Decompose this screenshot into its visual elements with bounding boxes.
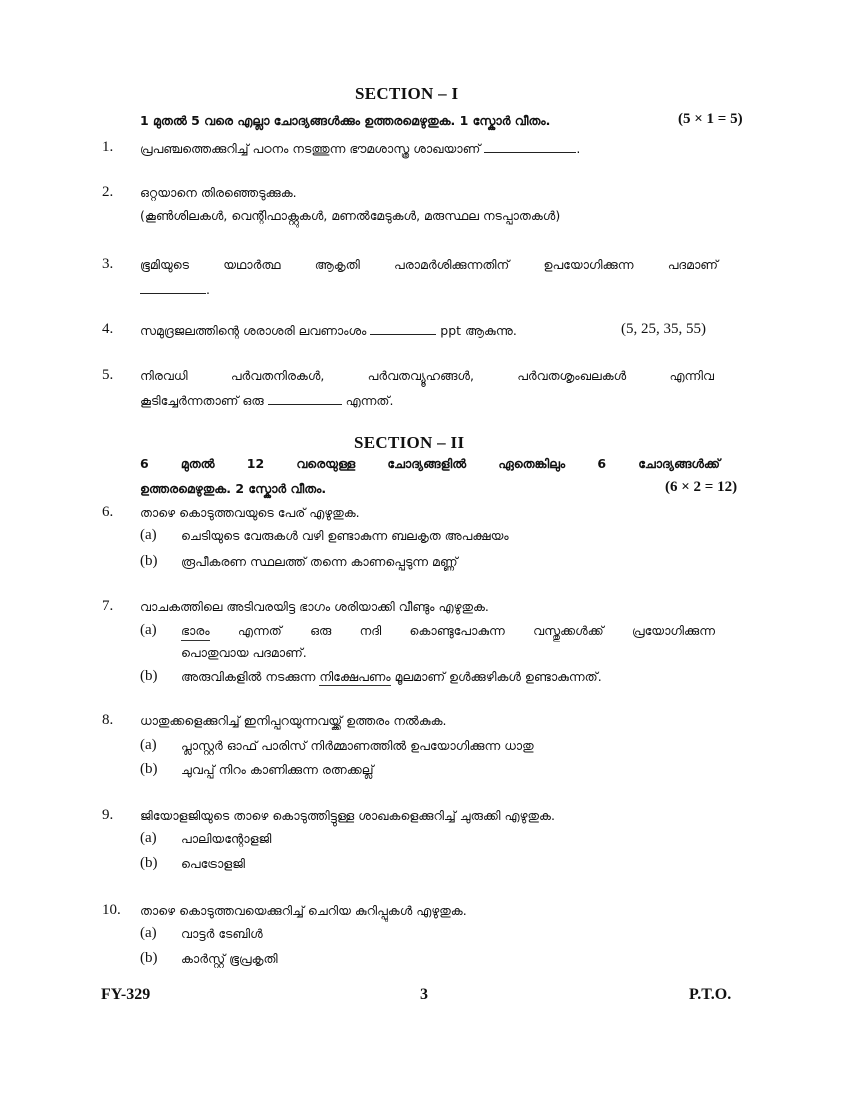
q1-stem: പ്രപഞ്ചത്തെക്കുറിച്ച് പഠനം നടത്തുന്ന ഭൗമശാസ്ത്ര ശാഖയാണ് <box>140 141 481 156</box>
q2-text: ഒറ്റയാനെ തിരഞ്ഞെടുക്കുക. <box>140 185 297 200</box>
section-1-instruction: 1 മുതൽ 5 വരെ എല്ലാ ചോദ്യങ്ങൾക്കും ഉത്തരമെഴുതുക. 1 സ്കോർ വീതം. <box>140 113 551 128</box>
q7-b-text <box>181 669 602 685</box>
q7-a-word: വസ്തുക്കൾക്ക് <box>533 623 604 638</box>
q5-line-2 <box>140 392 393 409</box>
q5-word: പർവതവ്യൂഹങ്ങൾ, <box>367 368 474 383</box>
q4-answer-blank <box>370 322 436 335</box>
q10-a-label: (a) <box>140 925 157 941</box>
q3-line-2 <box>140 281 210 297</box>
q9-b-label: (b) <box>140 855 158 871</box>
q4-text <box>140 322 517 339</box>
paper-code: FY-329 <box>101 986 151 1003</box>
q4-unit: ppt ആകുന്നു. <box>440 323 517 338</box>
q3-line-1 <box>140 257 718 273</box>
q2-number: 2. <box>102 184 114 200</box>
q7-number: 7. <box>102 598 114 614</box>
q10-text: താഴെ കൊടുത്തവയെക്കുറിച്ച് ചെറിയ കുറിപ്പുകൾ എഴുതുക. <box>140 903 467 918</box>
q10-b-text: കാർസ്റ്റ് ഭൂപ്രകൃതി <box>181 951 278 966</box>
q7-b-underlined-word: നിക്ഷേപണം <box>319 669 391 684</box>
q5-word: നിരവധി <box>140 368 188 383</box>
instruction-word: 6 <box>140 456 149 471</box>
q3-word: പദമാണ് <box>667 257 718 272</box>
q8-text: ധാതുക്കളെക്കുറിച്ച് ഇനിപ്പറയുന്നവയ്ക്ക് ഉത്തരം നൽകുക. <box>140 713 447 728</box>
q5-answer-blank <box>268 392 342 405</box>
q5-word: എന്നിവ <box>669 368 714 383</box>
instruction-word: വരെയുള്ള <box>296 456 356 471</box>
q7-a-word: കൊണ്ടുപോകുന്ന <box>409 623 505 638</box>
q7-a-line-2: പൊതുവായ പദമാണ്. <box>181 645 307 660</box>
q10-b-label: (b) <box>140 950 158 966</box>
q1-end: . <box>576 141 581 156</box>
q4-stem: സമുദ്രജലത്തിന്റെ ശരാശരി ലവണാംശം <box>140 323 367 338</box>
q6-b-text: രൂപീകരണ സ്ഥലത്ത് തന്നെ കാണപ്പെടുന്ന മണ്ണ് <box>181 554 458 569</box>
q3-end: . <box>206 282 210 297</box>
q8-a-text: പ്ലാസ്റ്റർ ഓഫ് പാരിസ് നിർമ്മാണത്തിൽ ഉപയോഗിക്കുന്ന ധാതു <box>181 738 534 753</box>
q3-word: പരാമർശിക്കുന്നതിന് <box>394 257 510 272</box>
q3-number: 3. <box>102 256 114 272</box>
q9-a-label: (a) <box>140 830 157 846</box>
q7-a-label: (a) <box>140 622 157 638</box>
q7-b-label: (b) <box>140 668 158 684</box>
q5-word: പർവതനിരകൾ, <box>230 368 325 383</box>
q3-word: ഉപയോഗിക്കുന്ന <box>543 257 634 272</box>
instruction-word: 6 <box>597 456 607 471</box>
q5-number: 5. <box>102 367 114 383</box>
q7-b-start: അരുവികളിൽ നടക്കുന്ന <box>181 669 316 684</box>
q10-number: 10. <box>102 902 121 918</box>
q7-a-word: ഒരു <box>310 623 332 638</box>
page-number: 3 <box>420 986 428 1003</box>
q6-a-text: ചെടിയുടെ വേരുകൾ വഴി ഉണ്ടാകുന്ന ബലകൃത അപക്ഷയം <box>181 528 509 543</box>
instruction-word: 12 <box>246 456 265 471</box>
q9-b-text: പെട്രോളജി <box>181 856 245 871</box>
q4-number: 4. <box>102 321 114 337</box>
q2-options: (കൂൺശിലകൾ, വെന്റിഫാക്റ്റുകൾ, മണൽമേടുകൾ, മരുസ്ഥല നടപ്പാതകൾ) <box>140 208 561 223</box>
q6-a-label: (a) <box>140 527 157 543</box>
section-1-heading: SECTION – I <box>355 84 459 103</box>
q8-number: 8. <box>102 712 114 728</box>
q7-a-word: നദി <box>359 623 382 638</box>
instruction-word: ചോദ്യങ്ങൾക്ക് <box>638 456 720 471</box>
section-1-marks: (5 × 1 = 5) <box>678 111 743 127</box>
q3-answer-blank <box>140 281 206 294</box>
q7-a-word: എന്നത് <box>237 623 282 638</box>
section-2-heading: SECTION – II <box>354 433 465 452</box>
q3-word: യഥാർത്ഥ <box>223 257 281 272</box>
section-2-instruction-line-2: ഉത്തരമെഴുതുക. 2 സ്കോർ വീതം. <box>140 481 327 496</box>
section-2-instruction-line-1 <box>140 456 720 472</box>
q7-a-underlined-word: ഭാരം <box>181 623 210 641</box>
q5-line-2-end: എന്നത്. <box>345 393 394 408</box>
q9-text: ജിയോളജിയുടെ താഴെ കൊടുത്തിട്ടുള്ള ശാഖകളെക്കുറിച്ച് ചുരുക്കി എഴുതുക. <box>140 808 555 823</box>
q6-text: താഴെ കൊടുത്തവയുടെ പേര് എഴുതുക. <box>140 505 360 520</box>
q3-word: ആകൃതി <box>314 257 360 272</box>
instruction-word: മുതൽ <box>180 456 215 471</box>
q10-a-text: വാട്ടർ ടേബിൾ <box>181 926 263 941</box>
q1-text <box>140 140 580 157</box>
q7-a-word: പ്രയോഗിക്കുന്ന <box>632 623 715 638</box>
q8-b-text: ചുവപ്പ് നിറം കാണിക്കുന്ന രത്നക്കല്ല് <box>181 762 374 777</box>
q8-b-label: (b) <box>140 761 158 777</box>
q7-b-end: മൂലമാണ് ഉൾക്കുഴികൾ ഉണ്ടാകുന്നത്. <box>394 669 602 684</box>
instruction-word: ചോദ്യങ്ങളിൽ <box>387 456 467 471</box>
q6-number: 6. <box>102 504 114 520</box>
q1-number: 1. <box>102 139 114 155</box>
q3-word: ഭൂമിയുടെ <box>140 257 190 272</box>
q7-text: വാചകത്തിലെ അടിവരയിട്ട ഭാഗം ശരിയാക്കി വീണ്ടും എഴുതുക. <box>140 599 489 614</box>
q5-line-2-start: കൂടിച്ചേർന്നതാണ് ഒരു <box>140 393 264 408</box>
q8-a-label: (a) <box>140 737 157 753</box>
q7-a-line-1 <box>181 623 715 641</box>
please-turn-over: P.T.O. <box>689 986 732 1003</box>
q9-number: 9. <box>102 807 114 823</box>
section-2-marks: (6 × 2 = 12) <box>665 479 738 495</box>
q4-options: (5, 25, 35, 55) <box>621 321 706 337</box>
q9-a-text: പാലിയന്റോളജി <box>181 831 272 846</box>
q6-b-label: (b) <box>140 553 158 569</box>
q1-answer-blank <box>484 140 576 153</box>
q5-line-1 <box>140 368 714 384</box>
q5-word: പർവതശൃംഖലകൾ <box>517 368 627 383</box>
instruction-word: ഏതെങ്കിലും <box>498 456 566 471</box>
